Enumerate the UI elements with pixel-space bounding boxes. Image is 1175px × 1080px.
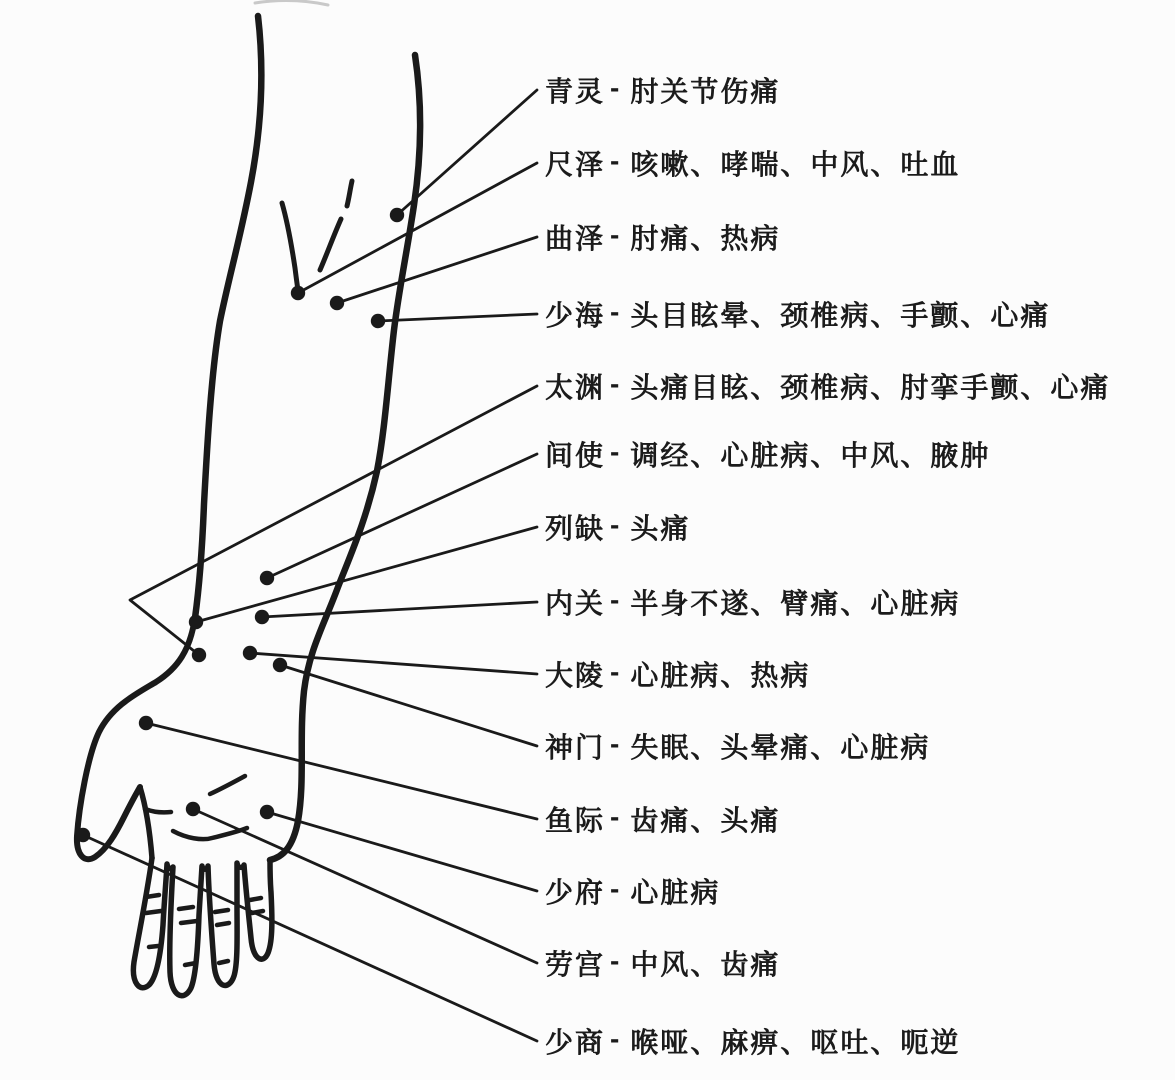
name-indication-separator: - [610, 945, 622, 976]
acupoint-name: 鱼际 [545, 805, 606, 836]
acupoint-dot-内关 [255, 610, 269, 624]
acupoint-dot-大陵 [243, 646, 257, 660]
acupoint-label-row [545, 802, 780, 836]
leader-line-大陵 [250, 653, 537, 674]
acupoint-indications: 中风、齿痛 [630, 949, 781, 980]
acupoint-name: 间使 [545, 440, 606, 471]
leader-line-少海 [378, 314, 537, 321]
acupoint-name: 劳宫 [545, 949, 606, 980]
acupoint-indications: 心脏病 [630, 877, 721, 908]
acupoint-indications: 半身不遂、臂痛、心脏病 [630, 588, 961, 619]
name-indication-separator: - [610, 656, 622, 687]
acupoint-label-row [545, 220, 780, 254]
acupoint-label-row [545, 437, 990, 471]
acupoint-name: 曲泽 [545, 223, 606, 254]
name-indication-separator: - [610, 873, 622, 904]
acupoint-dot-青灵 [390, 208, 404, 222]
index-finger [133, 858, 167, 988]
acupoint-dot-尺泽 [291, 286, 305, 300]
leader-line-间使 [267, 454, 537, 578]
acupoint-label-row [545, 874, 720, 908]
acupoint-label-row [545, 297, 1050, 331]
acupoint-dot-神门 [273, 658, 287, 672]
acupoint-dot-少商 [76, 828, 90, 842]
finger-web [202, 866, 208, 870]
leader-line-神门 [280, 665, 537, 746]
acupoint-name: 内关 [545, 588, 606, 619]
name-indication-separator: - [610, 1023, 622, 1054]
acupoint-label-row [545, 585, 960, 619]
acupoint-label-row [545, 369, 1110, 403]
acupoint-indications: 头目眩晕、颈椎病、手颤、心痛 [630, 300, 1051, 331]
acupoint-dot-鱼际 [139, 716, 153, 730]
leader-line-太渊 [130, 386, 537, 655]
leader-line-少府 [267, 812, 537, 891]
acupoint-dot-劳宫 [186, 802, 200, 816]
acupoint-dot-太渊 [192, 648, 206, 662]
palm-crease [145, 809, 171, 812]
leader-line-曲泽 [337, 237, 537, 303]
acupoint-name: 少府 [545, 877, 606, 908]
arm-outline [77, 1, 420, 996]
acupoint-indications: 肘关节伤痛 [630, 76, 781, 107]
acupoint-label-row [545, 146, 960, 180]
name-indication-separator: - [610, 296, 622, 327]
leader-line-少商 [83, 835, 537, 1041]
acupoint-label-row [545, 1024, 960, 1058]
name-indication-separator: - [610, 801, 622, 832]
name-indication-separator: - [610, 145, 622, 176]
acupoint-indications: 头痛目眩、颈椎病、肘挛手颤、心痛 [630, 372, 1111, 403]
acupoint-name: 大陵 [545, 660, 606, 691]
palm-crease [210, 776, 245, 794]
acupoint-name: 太渊 [545, 372, 606, 403]
leader-line-鱼际 [146, 723, 537, 819]
finger-web [237, 863, 244, 868]
name-indication-separator: - [610, 509, 622, 540]
acupoint-label-row [545, 729, 930, 763]
name-indication-separator: - [610, 368, 622, 399]
acupoint-label-row [545, 657, 810, 691]
acupoint-name: 少海 [545, 300, 606, 331]
acupoint-label-row [545, 946, 780, 980]
thumb-outline [77, 618, 195, 859]
leader-line-内关 [262, 602, 537, 617]
faint-top-stroke [255, 1, 328, 5]
elbow-dash [347, 181, 352, 206]
acupoint-dot-曲泽 [330, 296, 344, 310]
left-arm-contour [195, 16, 261, 618]
acupoint-name: 青灵 [545, 76, 606, 107]
acupoint-label-row [545, 510, 690, 544]
acupoint-indications: 咳嗽、哮喘、中风、吐血 [630, 149, 961, 180]
acupoint-indications: 心脏病、热病 [630, 660, 811, 691]
acupoint-name: 少商 [545, 1027, 606, 1058]
acupoint-indications: 失眠、头晕痛、心脏病 [630, 732, 931, 763]
acupoint-indications: 调经、心脏病、中风、腋肿 [630, 440, 991, 471]
acupoint-name: 神门 [545, 732, 606, 763]
name-indication-separator: - [610, 436, 622, 467]
acupoint-indications: 肘痛、热病 [630, 223, 781, 254]
acupoint-dot-少府 [260, 805, 274, 819]
thumb-web [140, 787, 152, 858]
elbow-crease [282, 203, 298, 290]
name-indication-separator: - [610, 728, 622, 759]
acupoint-dot-列缺 [189, 615, 203, 629]
acupoint-name: 尺泽 [545, 149, 606, 180]
right-arm-contour [270, 55, 420, 860]
acupoint-indications: 齿痛、头痛 [630, 805, 781, 836]
acupoint-label-row [545, 73, 780, 107]
acupoint-dot-间使 [260, 571, 274, 585]
name-indication-separator: - [610, 584, 622, 615]
acupoint-name: 列缺 [545, 513, 606, 544]
finger-web [167, 864, 173, 869]
name-indication-separator: - [610, 72, 622, 103]
leader-line-列缺 [196, 527, 537, 622]
acupoint-indications: 喉哑、麻痹、呕吐、呃逆 [630, 1027, 961, 1058]
acupoint-indications: 头痛 [630, 513, 691, 544]
acupoint-dot-少海 [371, 314, 385, 328]
name-indication-separator: - [610, 219, 622, 250]
elbow-dash [320, 219, 341, 270]
